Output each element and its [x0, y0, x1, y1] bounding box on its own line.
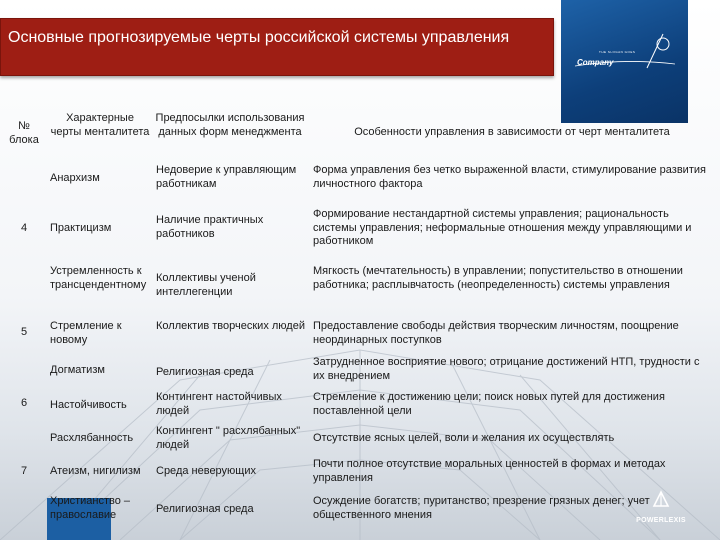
- row-trait: Практицизм: [50, 222, 112, 234]
- row-premise: Религиозная среда: [156, 366, 254, 378]
- header-premise: Предпосылки использования данных форм менеджмента: [155, 112, 305, 138]
- row-feature: Отсутствие ясных целей, воли и желания их осуществлять: [313, 432, 615, 444]
- logo-wordmark: Company: [577, 58, 614, 67]
- brand-logo-icon: [650, 488, 672, 510]
- block-number: 6: [20, 397, 28, 409]
- row-trait: Расхлябанность: [50, 432, 134, 444]
- row-feature: Мягкость (мечтательность) в управлении; попустительство в отношении работника; расплывчатость (неопределенность) системы управления: [313, 265, 683, 291]
- row-feature: Формирование нестандартной системы управления; рациональность системы управления; неформальные отношения между управляющими и работником: [313, 208, 692, 247]
- row-trait: Анархизм: [50, 172, 100, 184]
- row-feature: Стремление к достижению цели; поиск новых путей для достижения поставленной цели: [313, 391, 665, 417]
- block-number: 5: [20, 326, 28, 338]
- row-trait: Стремление к новому: [50, 320, 122, 346]
- row-feature: Затрудненное восприятие нового; отрицание достижений НТП, трудности с их внедрением: [313, 356, 700, 382]
- brand-logo: [628, 488, 694, 524]
- row-premise: Контингент " расхлябанных" людей: [156, 425, 301, 451]
- row-premise: Недоверие к управляющим работникам: [156, 164, 297, 190]
- logo-slogan: THE SLOGAN GOES: [599, 50, 636, 54]
- row-premise: Коллектив творческих людей: [156, 320, 305, 332]
- block-number: 4: [20, 222, 28, 234]
- row-feature: Предоставление свободы действия творческим личностям, поощрение неординарных поступков: [313, 320, 679, 346]
- row-feature: Почти полное отсутствие моральных ценностей в формах и методах управления: [313, 458, 666, 484]
- block-number: 7: [20, 465, 28, 477]
- row-feature: Осуждение богатств; пуританство; презрение грязных денег; учет общественного мнения: [313, 495, 650, 521]
- row-premise: Контингент настойчивых людей: [156, 391, 282, 417]
- row-premise: Религиозная среда: [156, 503, 254, 515]
- page-title: Основные прогнозируемые черты российской системы управления: [8, 29, 510, 46]
- brand-name: POWERLEXIS: [636, 517, 686, 524]
- row-trait: Догматизм: [50, 364, 105, 376]
- row-premise: Коллективы ученой интеллегенции: [156, 272, 256, 298]
- header-feature: Особенности управления в зависимости от черт менталитета: [354, 126, 670, 138]
- row-trait: Христианство – православие: [50, 495, 131, 521]
- row-trait: Устремленность к трансцендентному: [50, 265, 147, 291]
- row-premise: Среда неверующих: [156, 465, 256, 477]
- row-premise: Наличие практичных работников: [156, 214, 264, 240]
- row-trait: Атеизм, нигилизм: [50, 465, 141, 477]
- row-trait: Настойчивость: [50, 399, 127, 411]
- row-feature: Форма управления без четко выраженной власти, стимулирование развития личностного фактора: [313, 164, 706, 190]
- header-trait: Характерные черты менталитета: [50, 112, 150, 138]
- header-block-number: № блока: [9, 120, 39, 146]
